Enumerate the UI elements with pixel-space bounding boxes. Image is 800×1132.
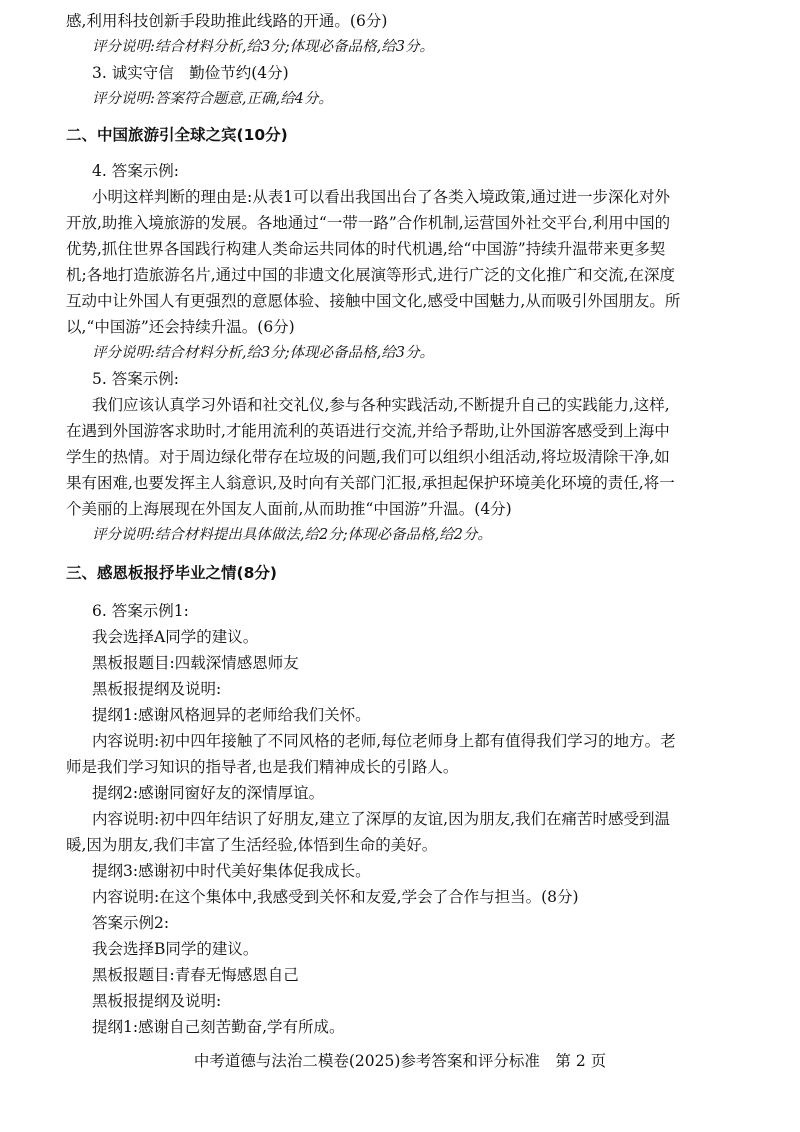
text-line: 师是我们学习知识的指导者,也是我们精神成长的引路人。 (66, 758, 459, 776)
text-line: 小明这样判断的理由是:从表1可以看出我国出台了各类入境政策,通过进一步深化对外 (92, 188, 671, 206)
text-line: 答案示例2: (92, 914, 170, 932)
text-line: 提纲1:感谢风格迥异的老师给我们关怀。 (92, 706, 371, 724)
answer-item-4: 4. 答案示例: (92, 162, 179, 180)
text-line: 开放,助推入境旅游的发展。各地通过“一带一路”合作机制,运营国外社交平台,利用中国的 (66, 214, 671, 232)
text-line: 提纲3:感谢初中时代美好集体促我成长。 (92, 862, 371, 880)
text-line: 提纲1:感谢自己刻苦勤奋,学有所成。 (92, 1018, 345, 1036)
text-line: 以,“中国游”还会持续升温。(6分) (66, 318, 295, 336)
text-line: 黑板报提纲及说明: (92, 680, 222, 698)
text-line: 个美丽的上海展现在外国友人面前,从而助推“中国游”升温。(4分) (66, 500, 512, 518)
text-line: 我会选择B同学的建议。 (92, 940, 259, 958)
text-line: 优势,抓住世界各国践行构建人类命运共同体的时代机遇,给“中国游”持续升温带来更多契 (66, 240, 666, 258)
scoring-note: 评分说明:答案符合题意,正确,给4分。 (92, 91, 333, 107)
text-line: 果有困难,也要发挥主人翁意识,及时向有关部门汇报,承担起保护环境美化环境的责任,将一 (66, 474, 675, 492)
answer-item-5: 5. 答案示例: (92, 370, 179, 388)
text-line: 我会选择A同学的建议。 (92, 628, 259, 646)
text-line: 我们应该认真学习外语和社交礼仪,参与各种实践活动,不断提升自己的实践能力,这样, (92, 396, 670, 414)
text-line: 黑板报题目:四载深情感恩师友 (92, 654, 299, 672)
section-heading-3: 三、感恩板报抒毕业之情(8分) (66, 564, 277, 582)
answer-item-3: 3. 诚实守信 勤俭节约(4分) (92, 64, 289, 82)
scoring-note: 评分说明:结合材料分析,给3分;体现必备品格,给3分。 (92, 39, 434, 55)
text-line: 机;各地打造旅游名片,通过中国的非遗文化展演等形式,进行广泛的文化推广和交流,在深度 (66, 266, 676, 284)
text-line: 学生的热情。对于周边绿化带存在垃圾的问题,我们可以组织小组活动,将垃圾清除干净,如 (66, 448, 670, 466)
text-line: 黑板报提纲及说明: (92, 992, 222, 1010)
text-line: 内容说明:初中四年接触了不同风格的老师,每位老师身上都有值得我们学习的地方。老 (92, 732, 676, 750)
text-line: 内容说明:在这个集体中,我感受到关怀和友爱,学会了合作与担当。(8分) (92, 888, 579, 906)
text-line: 感,利用科技创新手段助推此线路的开通。(6分) (66, 12, 388, 30)
text-line: 在遇到外国游客求助时,才能用流利的英语进行交流,并给予帮助,让外国游客感受到上海中 (66, 422, 670, 440)
answer-item-6: 6. 答案示例1: (92, 602, 189, 620)
text-line: 内容说明:初中四年结识了好朋友,建立了深厚的友谊,因为朋友,我们在痛苦时感受到温 (92, 810, 671, 828)
text-line: 暖,因为朋友,我们丰富了生活经验,体悟到生命的美好。 (66, 836, 438, 854)
section-heading-2: 二、中国旅游引全球之宾(10分) (66, 126, 288, 144)
scoring-note: 评分说明:结合材料分析,给3分;体现必备品格,给3分。 (92, 345, 434, 361)
text-line: 提纲2:感谢同窗好友的深情厚谊。 (92, 784, 325, 802)
text-line: 黑板报题目:青春无悔感恩自己 (92, 966, 299, 984)
scoring-note: 评分说明:结合材料提出具体做法,给2分;体现必备品格,给2分。 (92, 527, 492, 543)
page-footer: 中考道德与法治二模卷(2025)参考答案和评分标准 第 2 页 (193, 1052, 607, 1070)
text-line: 互动中让外国人有更强烈的意愿体验、接触中国文化,感受中国魅力,从而吸引外国朋友。所 (66, 292, 681, 310)
